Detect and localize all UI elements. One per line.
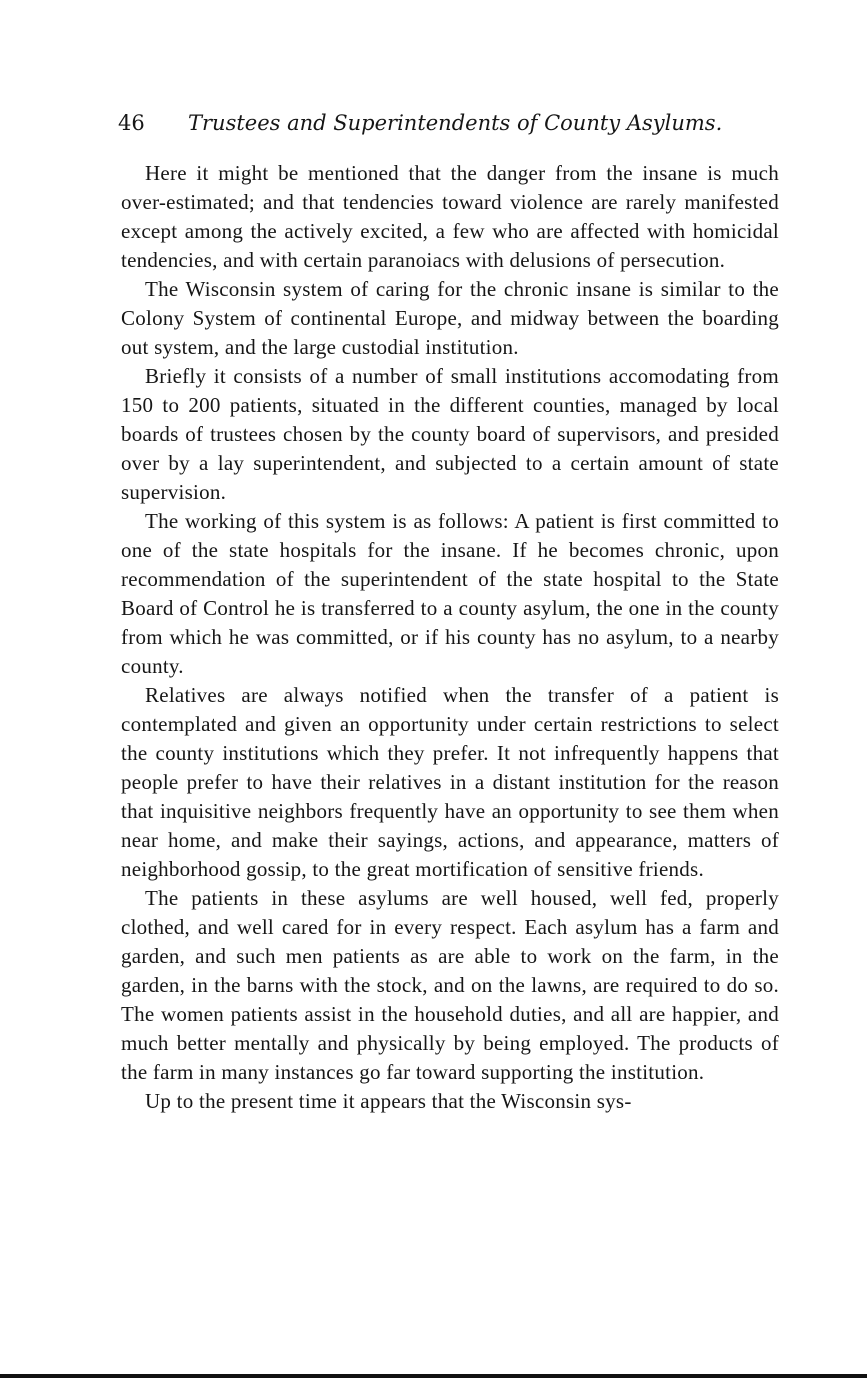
paragraph-small-institutions: Briefly it consists of a number of small institutions accomodating from 150 to 200 patients, situated in the different counties, managed by local boards of trustees chosen by the county board of supervisors, and presided over by a lay superintendent, and subjected to a certain amount of state supervision. bbox=[121, 364, 779, 504]
bottom-border bbox=[0, 1374, 867, 1378]
paragraph-continuation: Up to the present time it appears that the Wisconsin sys- bbox=[145, 1089, 632, 1113]
page-header bbox=[118, 107, 723, 139]
body-text bbox=[121, 159, 779, 1116]
paragraph-patient-care: The patients in these asylums are well housed, well fed, properly clothed, and well cared for in every respect. Each asylum has a farm and garden, and such men patients as are able to work on the farm, in the garden, in the barns with the stock, and on the lawns, are required to do so. The women patients assist in the household duties, and all are happier, and much better mentally and physically by being employed. The products of the farm in many instances go far toward supporting the institution. bbox=[121, 886, 779, 1084]
paragraph-relatives-notified: Relatives are always notified when the transfer of a patient is contemplated and given an opportunity under certain restrictions to select the county institutions which they prefer. It not infrequently happens that people prefer to have their relatives in a distant institution for the reason that inquisitive neighbors frequently have an opportunity to see them when near home, and make their sayings, actions, and appearance, matters of neighborhood gossip, to the great mortification of sensitive friends. bbox=[121, 683, 779, 881]
page-number: 46 bbox=[118, 111, 145, 135]
running-title: Trustees and Superintendents of County Asylums. bbox=[188, 111, 723, 135]
paragraph-wisconsin-system: The Wisconsin system of caring for the chronic insane is similar to the Colony System of continental Europe, and midway between the boarding out system, and the large custodial institution. bbox=[121, 277, 779, 359]
paragraph-working-of-system: The working of this system is as follows: A patient is first committed to one of the state hospitals for the insane. If he becomes chronic, upon recommendation of the superintendent of the state hospital to the State Board of Control he is transferred to a county asylum, the one in the county from which he was committed, or if his county has no asylum, to a nearby county. bbox=[121, 509, 779, 678]
paragraph-insane-danger: Here it might be mentioned that the danger from the insane is much over-estimated; and that tendencies toward violence are rarely manifested except among the actively excited, a few who are affected with homicidal tendencies, and with certain paranoiacs with delusions of persecution. bbox=[121, 161, 779, 272]
